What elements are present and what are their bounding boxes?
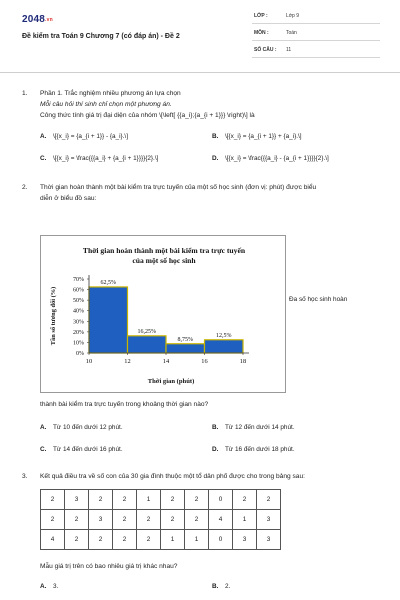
table-cell: 1 bbox=[233, 510, 257, 530]
x-tick-label: 18 bbox=[239, 358, 247, 365]
table-cell: 2 bbox=[89, 490, 113, 510]
q2-option-a[interactable] bbox=[40, 424, 123, 431]
table-row bbox=[41, 530, 281, 550]
q1-option-a[interactable] bbox=[40, 133, 128, 140]
x-tick-label: 14 bbox=[162, 358, 170, 365]
meta-class-row bbox=[252, 10, 380, 24]
family-children-table bbox=[40, 489, 281, 550]
meta-count-row bbox=[252, 44, 380, 58]
meta-count-value: 11 bbox=[286, 47, 292, 53]
option-text: Từ 16 đến dưới 18 phút. bbox=[225, 446, 295, 453]
table-cell: 2 bbox=[161, 510, 185, 530]
table-cell: 2 bbox=[41, 510, 65, 530]
option-letter: D. bbox=[212, 446, 219, 453]
x-tick-label: 12 bbox=[124, 358, 131, 365]
y-tick-label: 60% bbox=[73, 287, 84, 294]
table-cell: 2 bbox=[185, 510, 209, 530]
q3-option-b[interactable] bbox=[212, 583, 230, 590]
q2-stem-line2: diễn ở biểu đồ sau: bbox=[40, 195, 97, 202]
option-text: \[{x_i} = {a_{i + 1}} - {a_i}.\] bbox=[53, 133, 128, 140]
x-tick-label: 10 bbox=[85, 358, 93, 365]
y-tick-label: 50% bbox=[73, 298, 84, 305]
table-cell: 2 bbox=[185, 490, 209, 510]
option-letter: B. bbox=[212, 133, 219, 140]
histogram-bar bbox=[128, 336, 167, 353]
histogram-bar bbox=[205, 340, 244, 353]
chart-y-axis-label: Tần số tương đối (%) bbox=[50, 286, 57, 346]
q1-stem: Công thức tính giá trị đại diện của nhóm \[\left[ {{a_i};{a_{i + 1}}} \right)\] là bbox=[40, 112, 255, 119]
meta-count-key: SỐ CÂU : bbox=[254, 47, 277, 53]
table-cell: 2 bbox=[89, 530, 113, 550]
y-tick-label: 20% bbox=[73, 329, 84, 336]
logo-main: 2048 bbox=[22, 14, 46, 25]
q2-number: 2. bbox=[22, 184, 28, 191]
option-letter: B. bbox=[212, 424, 219, 431]
table-cell: 0 bbox=[209, 490, 233, 510]
y-tick-label: 10% bbox=[73, 340, 84, 347]
meta-subject-value: Toán bbox=[286, 30, 297, 36]
table-cell: 2 bbox=[41, 490, 65, 510]
bar-data-label: 8,75% bbox=[177, 336, 193, 343]
option-text: \[{x_i} = \frac{{{a_i} + {a_{i + 1}}}}{2}.\] bbox=[53, 155, 159, 162]
option-text: Từ 10 đến dưới 12 phút. bbox=[53, 424, 123, 431]
table-cell: 2 bbox=[161, 490, 185, 510]
q2-side-text: Đa số học sinh hoàn bbox=[289, 296, 348, 303]
option-letter: D. bbox=[212, 155, 219, 162]
y-tick-label: 0% bbox=[76, 351, 84, 357]
table-cell: 3 bbox=[257, 530, 281, 550]
y-tick-label: 30% bbox=[73, 319, 84, 326]
chart-x-axis-label: Thời gian (phút) bbox=[147, 378, 195, 385]
table-cell: 2 bbox=[65, 510, 89, 530]
q2-option-c[interactable] bbox=[40, 446, 123, 453]
table-cell: 3 bbox=[89, 510, 113, 530]
option-letter: A. bbox=[40, 133, 47, 140]
table-cell: 3 bbox=[233, 530, 257, 550]
bar-data-label: 12,5% bbox=[216, 332, 232, 339]
table-cell: 2 bbox=[113, 530, 137, 550]
table-cell: 4 bbox=[41, 530, 65, 550]
q1-instruction: Mỗi câu hỏi thí sinh chỉ chọn một phương án. bbox=[40, 101, 172, 108]
table-cell: 1 bbox=[161, 530, 185, 550]
bar-data-label: 16,25% bbox=[137, 328, 156, 335]
y-tick-label: 40% bbox=[73, 308, 84, 315]
option-text: 3. bbox=[53, 583, 59, 590]
option-letter: B. bbox=[212, 583, 219, 590]
table-row bbox=[41, 510, 281, 530]
table-cell: 2 bbox=[113, 510, 137, 530]
histogram-svg bbox=[41, 236, 287, 394]
option-letter: C. bbox=[40, 446, 47, 453]
option-text: Từ 14 đến dưới 16 phút. bbox=[53, 446, 123, 453]
table-cell: 2 bbox=[137, 530, 161, 550]
site-logo[interactable] bbox=[22, 14, 53, 25]
bar-data-label: 62,5% bbox=[100, 279, 116, 286]
q2-option-b[interactable] bbox=[212, 424, 295, 431]
meta-class-key: LỚP : bbox=[254, 13, 268, 19]
table-cell: 4 bbox=[209, 510, 233, 530]
q1-number: 1. bbox=[22, 90, 28, 97]
table-cell: 2 bbox=[113, 490, 137, 510]
table-row bbox=[41, 490, 281, 510]
option-text: \[{x_i} = \frac{{{a_i} - {a_{i + 1}}}}{2}.\] bbox=[225, 155, 329, 162]
option-letter: A. bbox=[40, 424, 47, 431]
q2-stem-line1: Thời gian hoàn thành một bài kiểm tra trực tuyến của một số học sinh (đơn vị: phút) được biểu bbox=[40, 184, 317, 191]
exam-title: Đề kiểm tra Toán 9 Chương 7 (có đáp án) - Đề 2 bbox=[22, 33, 180, 40]
histogram-chart bbox=[40, 235, 286, 393]
header-divider bbox=[0, 72, 400, 73]
table-cell: 2 bbox=[137, 510, 161, 530]
y-tick-label: 70% bbox=[73, 277, 84, 283]
option-text: Từ 12 đến dưới 14 phút. bbox=[225, 424, 295, 431]
table-cell: 3 bbox=[65, 490, 89, 510]
table-cell: 2 bbox=[65, 530, 89, 550]
table-cell: 3 bbox=[257, 510, 281, 530]
option-text: \[{x_i} = {a_{i + 1}} + {a_i}.\] bbox=[225, 133, 302, 140]
meta-subject-key: MÔN : bbox=[254, 30, 269, 36]
q1-section-title: Phần 1. Trắc nghiệm nhiều phương án lựa chọn bbox=[40, 90, 181, 97]
q1-option-b[interactable] bbox=[212, 133, 302, 140]
q2-stem-after: thành bài kiểm tra trực tuyến trong khoảng thời gian nào? bbox=[40, 401, 209, 408]
q1-option-d[interactable] bbox=[212, 155, 329, 162]
table-cell: 1 bbox=[185, 530, 209, 550]
q1-option-c[interactable] bbox=[40, 155, 158, 162]
option-text: 2. bbox=[225, 583, 231, 590]
q3-option-a[interactable] bbox=[40, 583, 58, 590]
table-cell: 2 bbox=[257, 490, 281, 510]
option-letter: C. bbox=[40, 155, 47, 162]
q2-option-d[interactable] bbox=[212, 446, 295, 453]
option-letter: A. bbox=[40, 583, 47, 590]
table-cell: 2 bbox=[233, 490, 257, 510]
q3-question: Mẫu giá trị trên có bao nhiêu giá trị khác nhau? bbox=[40, 563, 178, 570]
chart-subtitle: của một số học sinh bbox=[132, 256, 196, 265]
q3-stem: Kết quả điều tra về số con của 30 gia đình thuộc một tổ dân phố được cho trong bảng sau: bbox=[40, 473, 305, 480]
table-cell: 1 bbox=[137, 490, 161, 510]
histogram-bar bbox=[166, 344, 205, 353]
logo-suffix: .vn bbox=[45, 17, 53, 23]
meta-class-value: Lớp 9 bbox=[286, 13, 300, 19]
table-cell: 0 bbox=[209, 530, 233, 550]
meta-subject-row bbox=[252, 27, 380, 41]
chart-title: Thời gian hoàn thành một bài kiểm tra trực tuyến bbox=[82, 246, 246, 255]
q3-number: 3. bbox=[22, 473, 28, 480]
x-tick-label: 16 bbox=[201, 358, 208, 365]
exam-header bbox=[0, 0, 400, 70]
histogram-bar bbox=[89, 287, 128, 353]
